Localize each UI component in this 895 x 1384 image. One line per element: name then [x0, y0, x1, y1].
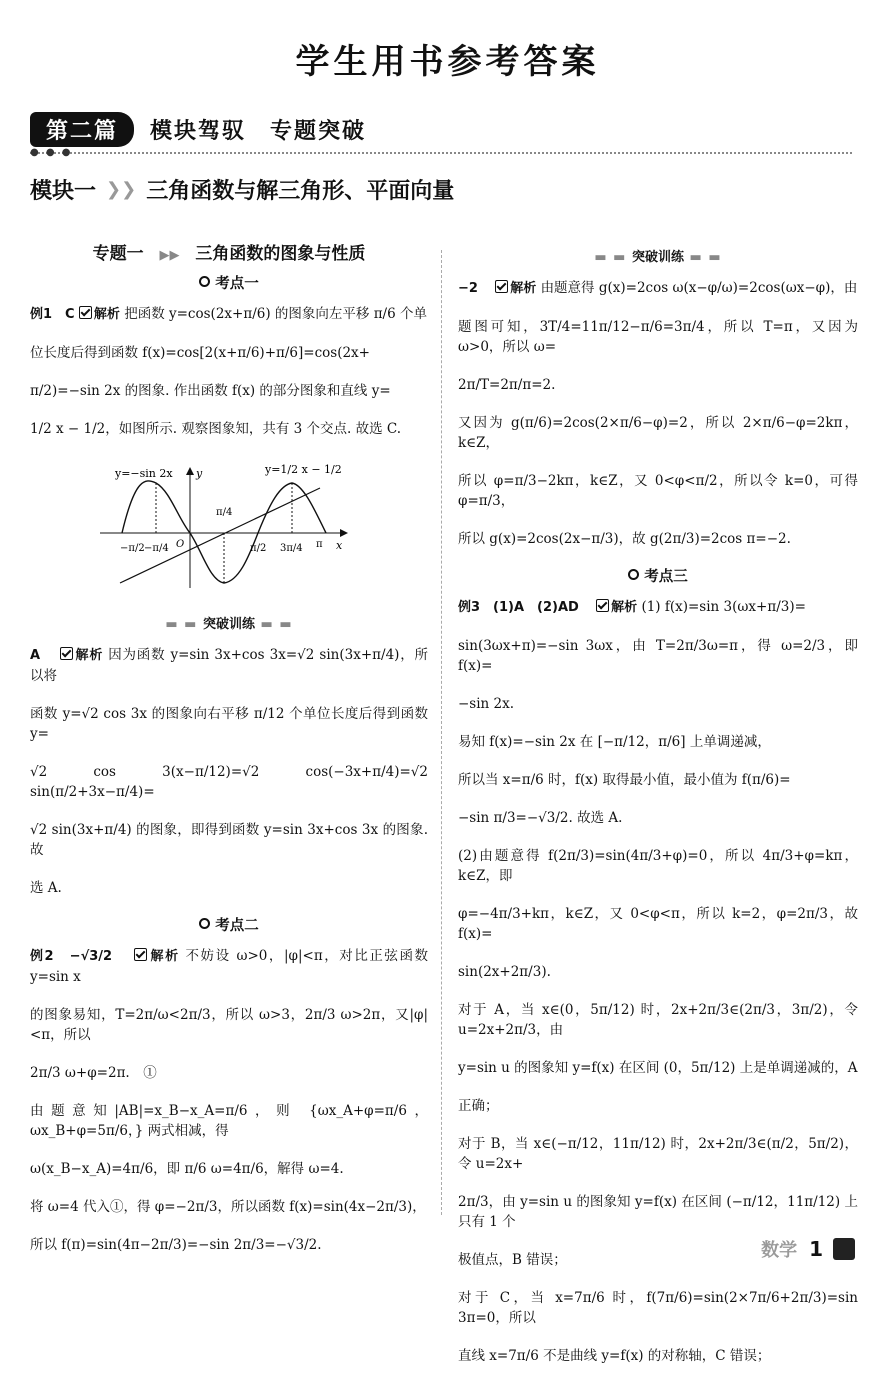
left-column [30, 240, 428, 1273]
divider-line [30, 152, 852, 154]
subject-label: 数学 [761, 1240, 798, 1261]
topic-title: 三角函数的图象与性质 [195, 244, 366, 264]
text-line: 所以 f(π)=sin(4π−2π/3)=−sin 2π/3=−√3/2. [30, 1237, 322, 1253]
tick-label: 3π/4 [280, 543, 303, 554]
text-line: 所以 φ=π/3−2kπ，k∈Z，又 0<φ<π/2，所以令 k=0，可得 φ=π/3， [458, 473, 858, 509]
text-line: 位长度后得到函数 f(x)=cos[2(x+π/6)+π/6]=cos(2x+ [30, 345, 370, 361]
part-header [30, 112, 366, 146]
text-line: 2π/3，由 y=sin u 的图象知 y=f(x) 在区间 (−π/12，11π/12) 上只有 1 个 [458, 1194, 858, 1230]
train-answer: A 解析 因为函数 y=sin 3x+cos 3x=√2 sin(3x+π/4)，所以将 [30, 647, 429, 684]
circle-icon [628, 569, 639, 580]
text-line: 由题意知|AB|=x_B−x_A=π/6，则 {ωx_A+φ=π/6，ωx_B+φ=5π/6，} 两式相减，得 [30, 1103, 428, 1139]
text-line: 将 ω=4 代入①，得 φ=−2π/3，所以函数 f(x)=sin(4x−2π/3)， [30, 1199, 426, 1215]
tick-label: π/4 [216, 507, 233, 518]
text-line: ω(x_B−x_A)=4π/6，即 π/6 ω=4π/6，解得 ω=4. [30, 1161, 344, 1177]
example-3: 例3 (1)A (2)AD 解析 (1) f(x)=sin 3(ωx+π/3)= [458, 599, 806, 615]
tick-label: −π/2 [120, 543, 145, 554]
tick-label: π [316, 539, 323, 550]
text-line: 2π/T=2π/π=2. [458, 377, 556, 393]
axis-x-label: x [336, 539, 343, 552]
page-title: 学生用书参考答案 [295, 42, 600, 82]
text-line: 对于 C，当 x=7π/6 时，f(7π/6)=sin(2×7π/6+2π/3)=sin 3π=0，所以 [458, 1290, 858, 1326]
tupo-header: ▬ ▬ 突破训练 ▬ ▬ [165, 617, 293, 632]
topic-label: 专题一 [92, 244, 144, 264]
jiexi-badge: 解析 [134, 949, 180, 964]
check-icon [495, 280, 508, 293]
module-header [30, 174, 454, 205]
text-line: (2)由题意得 f(2π/3)=sin(4π/3+φ)=0，所以 4π/3+φ=kπ，k∈Z，即 [458, 848, 858, 884]
part-badge: 第二篇 [30, 112, 134, 147]
brand-logo-icon [833, 1238, 855, 1260]
tick-label: π/2 [250, 543, 267, 554]
kaodian-2: 考点二 [30, 916, 428, 936]
check-icon [60, 647, 73, 660]
check-icon [79, 306, 92, 319]
circle-icon [199, 918, 210, 929]
page-number: 1 [809, 1237, 823, 1261]
curve-label-left: y=−sin 2x [115, 467, 173, 480]
module-label: 模块一 [30, 179, 97, 204]
tupo-header: ▬ ▬ 突破训练 ▬ ▬ [594, 250, 722, 265]
jiexi-badge: 解析 [596, 600, 637, 615]
tick-label: O [176, 539, 185, 550]
kaodian-1: 考点一 [30, 274, 428, 294]
jiexi-badge: 解析 [79, 307, 120, 322]
circle-icon [199, 276, 210, 287]
text-line: 所以当 x=π/6 时，f(x) 取得最小值，最小值为 f(π/6)= [458, 772, 791, 788]
double-chevron-icon: ▶▶ [159, 248, 180, 263]
jiexi-badge: 解析 [60, 648, 103, 663]
example-1: 例1 C 解析 把函数 y=cos(2x+π/6) 的图象向左平移 π/6 个单 [30, 306, 427, 322]
jiexi-badge: 解析 [495, 281, 536, 296]
straight-line [120, 488, 320, 583]
text-line: sin(3ωx+π)=−sin 3ωx，由 T=2π/3ω=π，得 ω=2/3，即 f(x)= [458, 638, 858, 674]
check-icon [596, 599, 609, 612]
text-line: 函数 y=√2 cos 3x 的图象向右平移 π/12 个单位长度后得到函数 y= [30, 706, 428, 742]
text-line: 又因为 g(π/6)=2cos(2×π/6−φ)=2，所以 2×π/6−φ=2kπ，k∈Z， [458, 415, 858, 451]
tick-label: −π/4 [144, 543, 169, 554]
module-title: 三角函数与解三角形、平面向量 [146, 179, 455, 204]
double-chevron-icon: ❯❯ [106, 179, 137, 200]
kaodian-3: 考点三 [458, 567, 858, 587]
x-axis-arrow-icon [340, 529, 348, 537]
text-line: −sin π/3=−√3/2. 故选 A. [458, 810, 623, 826]
text-line: 2π/3 ω+φ=2π. ① [30, 1065, 157, 1081]
text-line: y=sin u 的图象知 y=f(x) 在区间 (0，5π/12) 上是单调递减的，A [458, 1060, 858, 1076]
y-axis-arrow-icon [186, 467, 194, 475]
example-2: 例2 −√3/2 解析 不妨设 ω>0，|φ|<π，对比正弦函数 y=sin x [30, 948, 428, 985]
axis-y-label: y [196, 467, 203, 480]
text-line: sin(2x+2π/3). [458, 964, 551, 980]
text-line: 题图可知，3T/4=11π/12−π/6=3π/4，所以 T=π，又因为 ω>0，所以 ω= [458, 319, 858, 355]
text-line: 选 A. [30, 880, 62, 896]
text-line: 对于 A，当 x∈(0，5π/12) 时，2x+2π/3∈(2π/3，3π/2)，令 u=2x+2π/3，由 [458, 1002, 858, 1038]
text-line: 正确； [458, 1098, 499, 1114]
example-label: 例1 C [30, 307, 75, 322]
text-line: 易知 f(x)=−sin 2x 在 [−π/12，π/6] 上单调递减， [458, 734, 771, 750]
text-line: 极值点，B 错误； [458, 1252, 567, 1268]
text-line: 所以 g(x)=2cos(2x−π/3)，故 g(2π/3)=2cos π=−2. [458, 531, 791, 547]
curve-label-right: y=1/2 x − 1/2 [265, 463, 342, 476]
page-footer [761, 1236, 855, 1262]
topic-header [30, 244, 428, 266]
text-line: 的图象易知，T=2π/ω<2π/3，所以 ω>3，2π/3 ω>2π，又|φ|<π，所以 [30, 1007, 428, 1043]
column-divider [441, 250, 442, 1215]
text-line: 直线 x=7π/6 不是曲线 y=f(x) 的对称轴，C 错误； [458, 1348, 771, 1364]
dots-decoration: ● ● ● [30, 147, 73, 158]
text-line: 1/2 x − 1/2，如图所示. 观察图象知，共有 3 个交点. 故选 C. [30, 421, 402, 437]
text-line: π/2)=−sin 2x 的图象. 作出函数 f(x) 的部分图象和直线 y= [30, 383, 391, 399]
text-line: −sin 2x. [458, 696, 515, 712]
function-graph [90, 463, 350, 593]
text-line: √2 cos 3(x−π/12)=√2 cos(−3x+π/4)=√2 sin(π/2+3x−π/4)= [30, 764, 428, 800]
right-column [458, 240, 858, 1384]
train-answer: −2 解析 由题意得 g(x)=2cos ω(x−φ/ω)=2cos(ωx−φ)，由 [458, 280, 858, 296]
text-line: φ=−4π/3+kπ，k∈Z，又 0<φ<π，所以 k=2，φ=2π/3，故 f(x)= [458, 906, 858, 942]
part-title: 模块驾驭 专题突破 [150, 118, 367, 144]
text-line: 对于 B，当 x∈(−π/12，11π/12) 时，2x+2π/3∈(π/2，5π/2)，令 u=2x+ [458, 1136, 858, 1172]
check-icon [134, 948, 147, 961]
text-line: √2 sin(3x+π/4) 的图象，即得到函数 y=sin 3x+cos 3x 的图象. 故 [30, 822, 428, 858]
